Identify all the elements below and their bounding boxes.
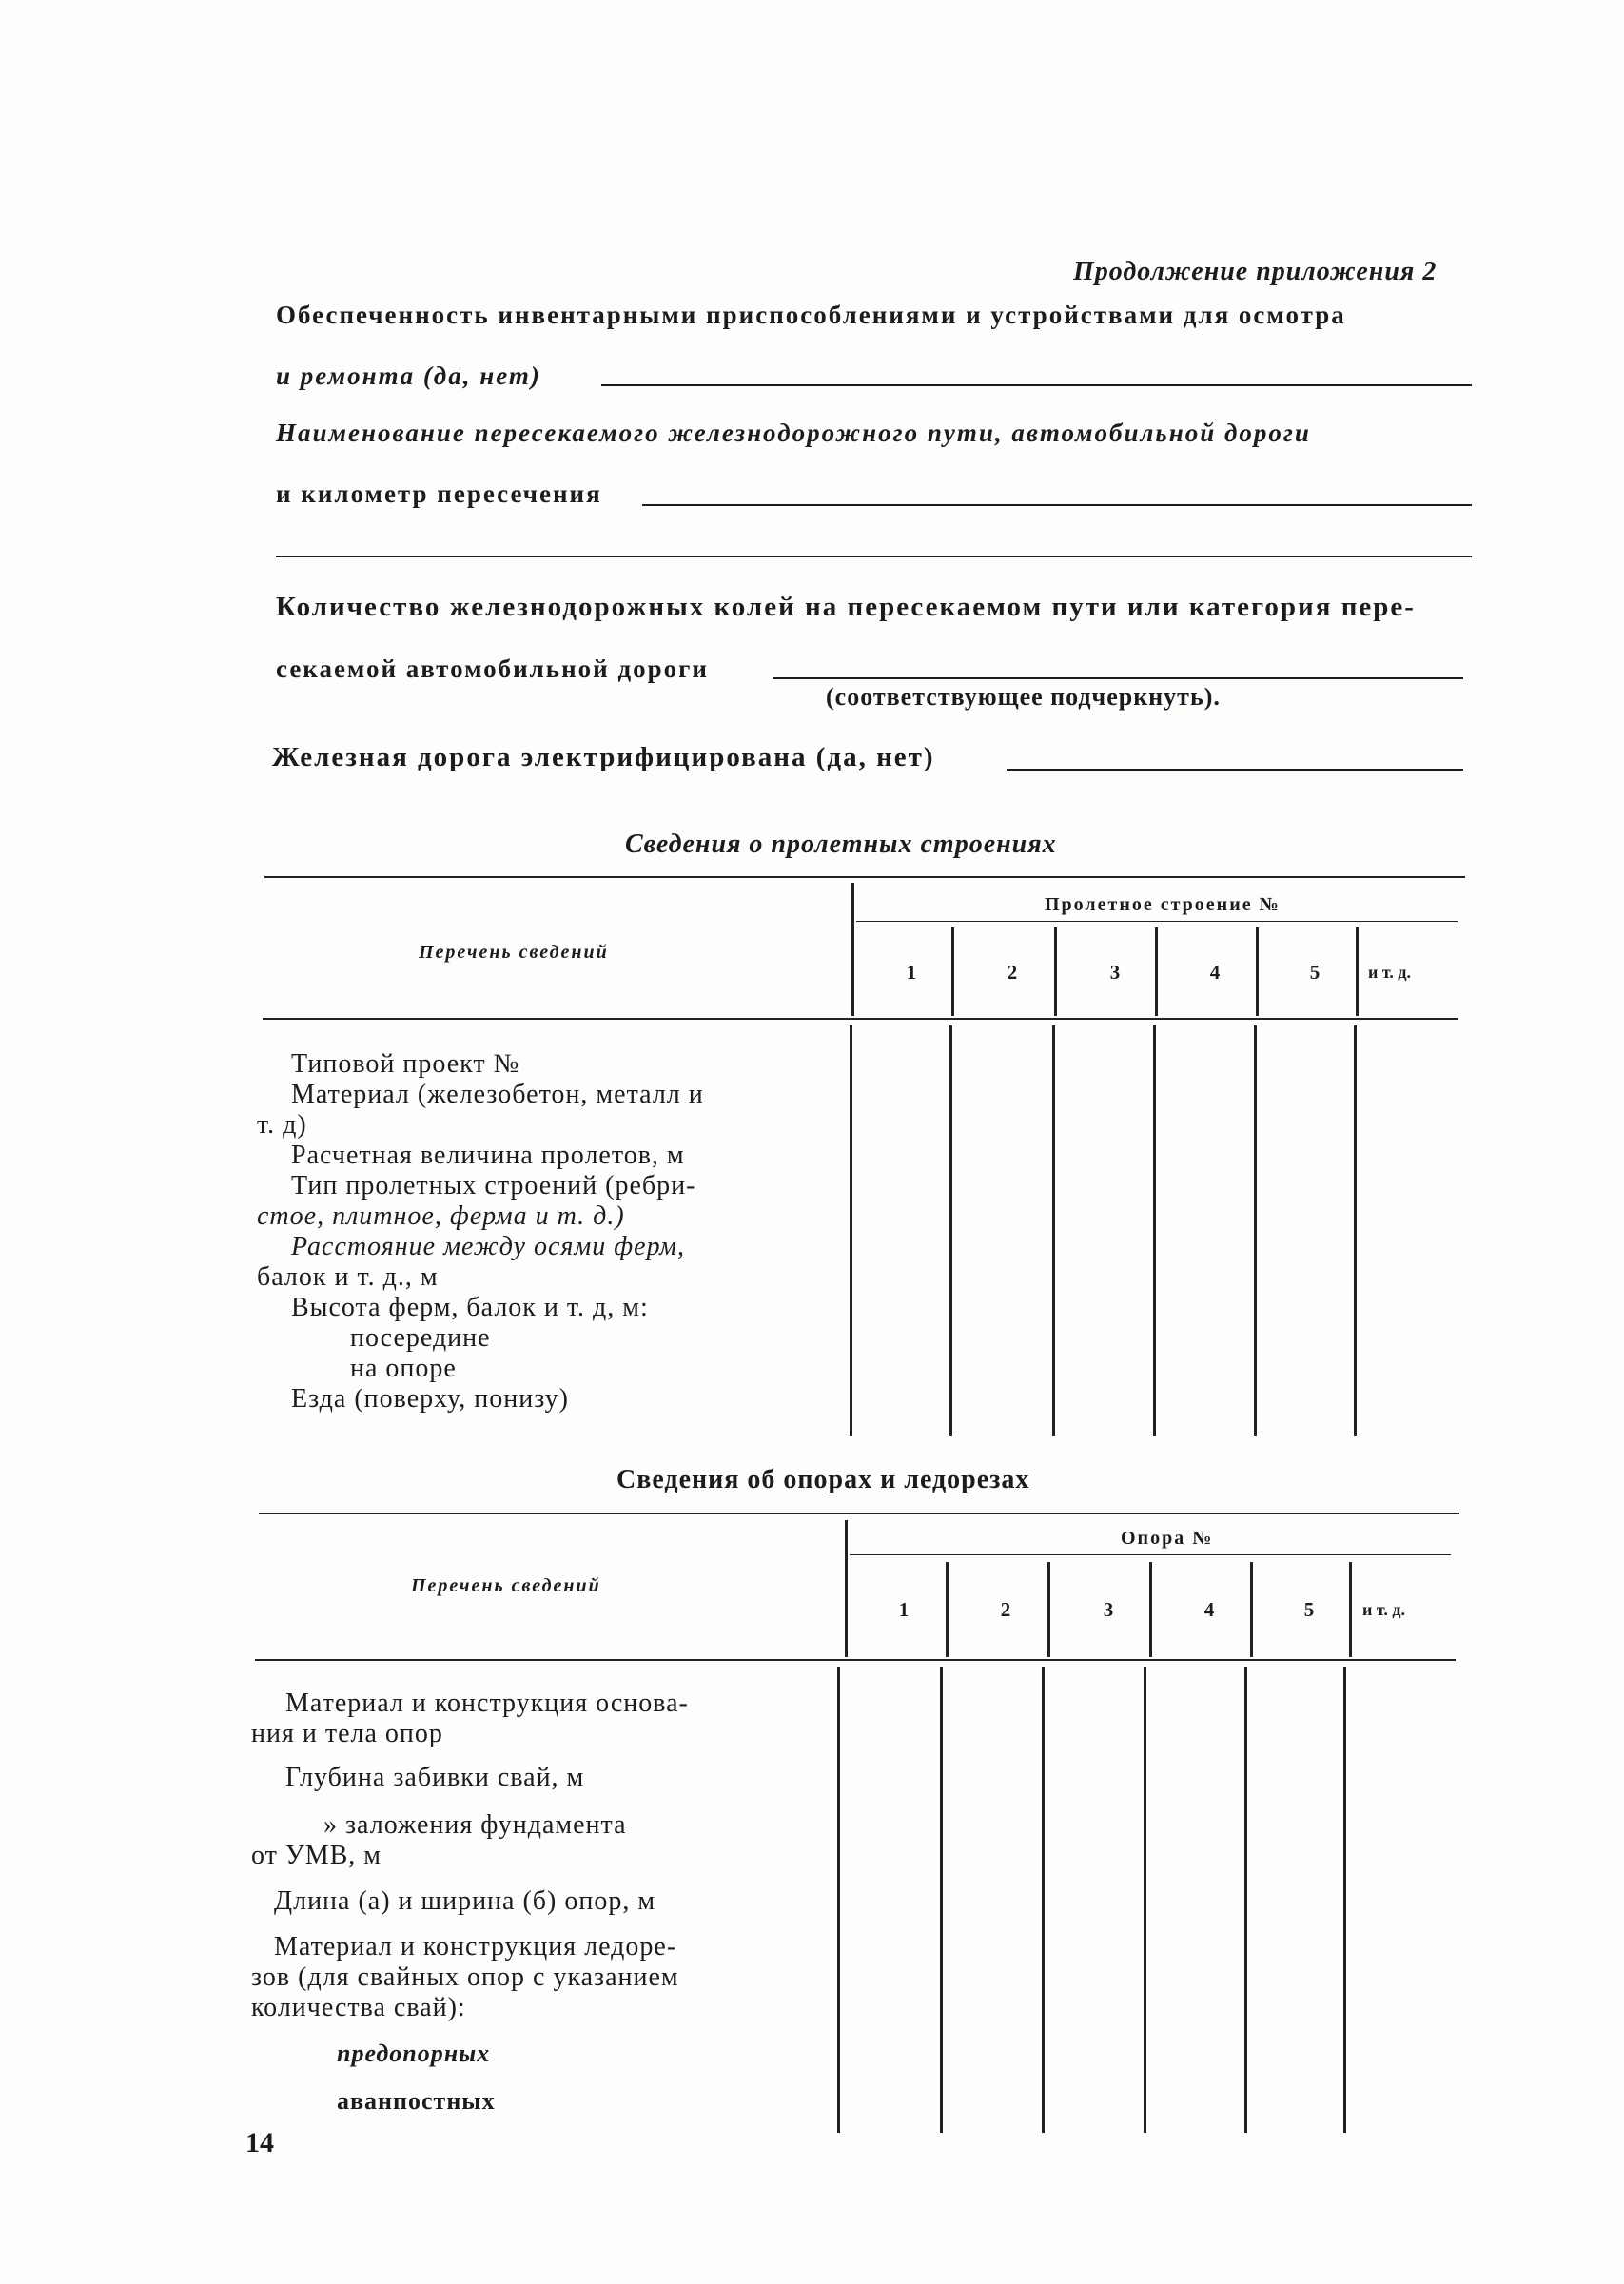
piers-vline-1 (940, 1667, 943, 2133)
piers-vline-5h (1349, 1562, 1352, 1657)
spans-row-10: посередине (350, 1323, 491, 1353)
piers-row-6: Длина (а) и ширина (б) опор, м (274, 1886, 656, 1916)
piers-vline-0 (837, 1667, 840, 2133)
spans-vline-0 (850, 1025, 852, 1436)
piers-vline-3h (1149, 1562, 1152, 1657)
piers-col-header: Перечень сведений (411, 1575, 601, 1596)
piers-col-1: 1 (898, 1598, 910, 1621)
spans-col-5: 5 (1309, 961, 1321, 984)
spans-col-header: Перечень сведений (419, 942, 609, 963)
spans-row-1: Типовой проект № (291, 1049, 520, 1079)
crossing-label-line1: Наименование пересекаемого железнодорожного пути, автомобильной дороги (276, 419, 1311, 447)
spans-col-3: 3 (1109, 961, 1121, 984)
equipment-label-line2: и ремонта (да, нет) (276, 361, 541, 390)
piers-vline-4 (1244, 1667, 1247, 2133)
spans-header-rule (263, 1018, 1458, 1020)
piers-vline-2 (1042, 1667, 1045, 2133)
crossing-answer-line[interactable] (642, 504, 1472, 506)
piers-row-8: зов (для свайных опор с указанием (251, 1962, 679, 1992)
continuation-header: Продолжение приложения 2 (1073, 257, 1438, 286)
piers-vline-5 (1343, 1667, 1346, 2133)
crossing-answer-line-2[interactable] (276, 556, 1472, 557)
piers-row-10: предопорных (337, 2040, 491, 2067)
spans-row-12: Езда (поверху, понизу) (291, 1384, 570, 1414)
piers-row-4: » заложения фундамента (323, 1810, 627, 1840)
spans-vline-5h (1356, 927, 1359, 1016)
spans-table-title: Сведения о пролетных строениях (625, 830, 1057, 859)
spans-vline-1h (951, 927, 954, 1016)
piers-row-11: аванпостных (337, 2087, 496, 2115)
piers-col-5: 5 (1303, 1598, 1315, 1621)
electrified-label: Железная дорога электрифицирована (да, нет) (272, 742, 935, 772)
spans-table-top-rule (264, 876, 1465, 878)
piers-row-5: от УМВ, м (251, 1841, 382, 1870)
piers-row-2: ния и тела опор (251, 1719, 443, 1748)
spans-vline-2 (1052, 1025, 1055, 1436)
spans-row-4: Расчетная величина пролетов, м (291, 1141, 685, 1170)
spans-row-3: т. д) (257, 1110, 307, 1140)
spans-row-8: балок и т. д., м (257, 1262, 439, 1292)
piers-row-3: Глубина забивки свай, м (285, 1763, 585, 1792)
tracks-hint: (соответствующее подчеркнуть). (826, 683, 1221, 711)
piers-header-rule (255, 1659, 1456, 1661)
spans-group-rule (856, 921, 1458, 922)
equipment-answer-line[interactable] (601, 384, 1472, 386)
spans-row-2: Материал (железобетон, металл и (291, 1080, 704, 1109)
electrified-answer-line[interactable] (1007, 769, 1463, 771)
tracks-label-line1: Количество железнодорожных колей на пересекаемом пути или категория пере- (276, 592, 1416, 622)
spans-vline-3h (1155, 927, 1158, 1016)
crossing-label-line2: и километр пересечения (276, 479, 602, 508)
spans-group-header: Пролетное строение № (1045, 894, 1281, 915)
spans-col-4: 4 (1209, 961, 1221, 984)
piers-group-header: Опора № (1121, 1528, 1214, 1549)
piers-vline-0h (845, 1520, 848, 1657)
spans-vline-3 (1153, 1025, 1156, 1436)
piers-table-top-rule (259, 1513, 1459, 1514)
spans-vline-4 (1254, 1025, 1257, 1436)
spans-row-6: стое, плитное, ферма и т. д.) (257, 1201, 625, 1231)
piers-vline-2h (1047, 1562, 1050, 1657)
piers-row-9: количества свай): (251, 1993, 466, 2022)
spans-row-7: Расстояние между осями ферм, (291, 1232, 686, 1261)
spans-row-9: Высота ферм, балок и т. д, м: (291, 1293, 649, 1322)
spans-vline-1 (949, 1025, 952, 1436)
piers-row-7: Материал и конструкция ледоре- (274, 1932, 677, 1962)
equipment-label-line1: Обеспеченность инвентарными приспособлениями и устройствами для осмотра (276, 301, 1346, 329)
spans-vline-0h (851, 883, 854, 1016)
spans-col-etc: и т. д. (1368, 963, 1411, 982)
spans-row-5: Тип пролетных строений (ребри- (291, 1171, 696, 1201)
piers-col-etc: и т. д. (1362, 1600, 1405, 1619)
piers-vline-3 (1144, 1667, 1146, 2133)
piers-table-title: Сведения об опорах и ледорезах (616, 1465, 1030, 1494)
spans-vline-2h (1054, 927, 1057, 1016)
piers-col-4: 4 (1203, 1598, 1215, 1621)
piers-row-1: Материал и конструкция основа- (285, 1689, 689, 1718)
spans-col-1: 1 (906, 961, 917, 984)
spans-vline-5 (1354, 1025, 1357, 1436)
piers-vline-1h (946, 1562, 949, 1657)
tracks-answer-line[interactable] (773, 677, 1463, 679)
page-number: 14 (245, 2127, 274, 2158)
spans-col-2: 2 (1007, 961, 1018, 984)
tracks-label-line2: секаемой автомобильной дороги (276, 654, 709, 683)
piers-vline-4h (1250, 1562, 1253, 1657)
piers-col-3: 3 (1103, 1598, 1114, 1621)
spans-vline-4h (1256, 927, 1259, 1016)
piers-group-rule (850, 1554, 1451, 1555)
spans-row-11: на опоре (350, 1354, 457, 1383)
piers-col-2: 2 (1000, 1598, 1011, 1621)
